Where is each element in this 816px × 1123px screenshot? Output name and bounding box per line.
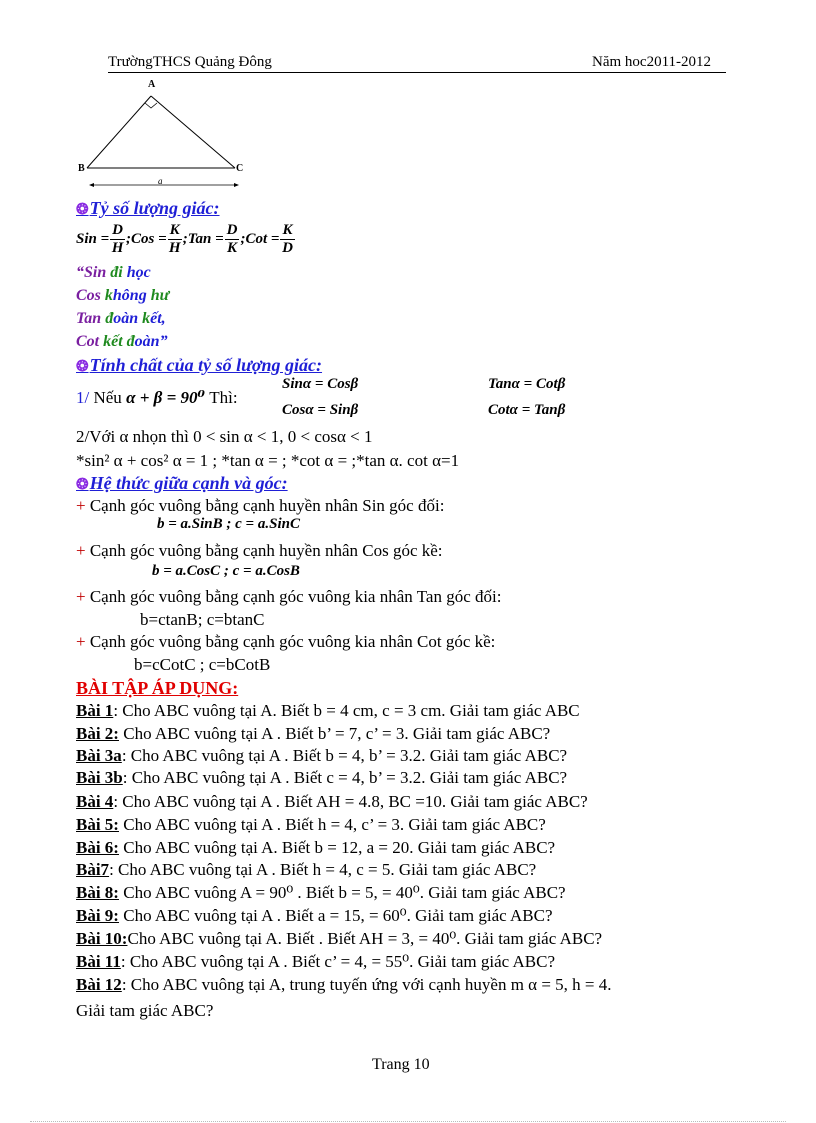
- relation-4-formula: b=cCotC ; c=bCotB: [134, 655, 271, 674]
- relation-4: [76, 632, 495, 652]
- exercise-label: Bài 9:: [76, 906, 119, 925]
- plus-icon: +: [76, 632, 86, 651]
- relations-title-text: Hệ thức giữa cạnh và góc:: [89, 473, 288, 493]
- sin-num: D: [112, 222, 124, 238]
- relation-3-formula: b=ctanB; c=btanC: [140, 610, 265, 629]
- relation-2-text: Cạnh góc vuông bằng cạnh huyền nhân Cos góc kề:: [85, 541, 443, 560]
- formula-tan-cot: Tanα = Cotβ: [488, 376, 566, 392]
- cos-den: H: [168, 240, 181, 256]
- relation-3: [76, 587, 501, 607]
- bullet-icon: ❂: [76, 359, 89, 375]
- exercise-10: [76, 929, 602, 949]
- ratios-title-text: Tỷ số lượng giác:: [89, 198, 220, 218]
- plus-icon: +: [76, 587, 86, 606]
- sin-den: H: [111, 240, 124, 256]
- header-year: Năm hoc2011-2012: [592, 54, 712, 70]
- section-relations-title: [76, 473, 288, 494]
- exercise-11: [76, 952, 555, 972]
- ratio-formulas: Sin = $\frac{D}{H}$ ;Cos = $\frac{K}{H}$ ;Tan = $\frac{D}{K}$ ;Cot = $\frac{K}{D}$: [76, 222, 293, 256]
- mn-1a: “Sin: [76, 264, 111, 281]
- mn-3e: ết,: [150, 310, 166, 327]
- exercise-8: [76, 883, 566, 903]
- exercise-text: : Cho ABC vuông tại A . Biết b = 4, b’ = 3.2. Giải tam giác ABC?: [121, 746, 568, 765]
- properties-title-text: Tính chất của tỷ số lượng giác:: [89, 355, 323, 375]
- exercise-label: Bài 11: [76, 952, 121, 971]
- exercise-5: [76, 815, 546, 835]
- vertex-c-label: C: [236, 163, 244, 174]
- sin-label: Sin: [76, 230, 97, 247]
- exercises-heading: BÀI TẬP ÁP DỤNG:: [76, 678, 239, 698]
- exercise-text: : Cho ABC vuông tại A. Biết b = 4 cm, c = 3 cm. Giải tam giác ABC: [113, 701, 580, 720]
- mn-2b: k: [104, 287, 113, 304]
- arrow-right-head: [234, 183, 239, 187]
- exercise-text: : Cho ABC vuông tại A . Biết c’ = 4, = 55⁰. Giải tam giác ABC?: [120, 952, 555, 971]
- exercise-4: [76, 792, 588, 812]
- section-properties-title: [76, 355, 322, 376]
- exercise-9: [76, 906, 552, 926]
- property-2: 2/Với α nhọn thì 0 < sin α < 1, 0 < cosα < 1: [76, 427, 373, 446]
- mn-3c: oàn: [113, 310, 143, 327]
- exercise-text: Cho ABC vuông A = 90⁰ . Biết b = 5, = 40⁰. Giải tam giác ABC?: [118, 883, 566, 902]
- exercise-label: Bài 10:: [76, 929, 128, 948]
- arrow-left-head: [89, 183, 94, 187]
- exercise-label: Bài 5:: [76, 815, 119, 834]
- exercise-label: Bài 8:: [76, 883, 119, 902]
- mnemonic-line-4: [76, 333, 168, 351]
- exercise-7: [76, 860, 536, 880]
- exercise-2: [76, 724, 550, 744]
- bullet-icon: ❂: [76, 477, 89, 493]
- relation-1-text: Cạnh góc vuông bằng cạnh huyền nhân Sin góc đối:: [85, 496, 445, 515]
- cot-den: D: [282, 240, 293, 256]
- mn-4d: oàn”: [134, 333, 168, 350]
- page-number: Trang 10: [372, 1056, 430, 1073]
- exercise-label: Bài 2:: [76, 724, 119, 743]
- side-ab: [87, 96, 151, 168]
- exercise-text: Cho ABC vuông tại A. Biết . Biết AH = 3, = 40⁰. Giải tam giác ABC?: [127, 929, 603, 948]
- mnemonic-line-2: [76, 287, 169, 305]
- cos-num: K: [169, 222, 180, 238]
- exercise-text: Cho ABC vuông tại A . Biết a = 15, = 60⁰. Giải tam giác ABC?: [118, 906, 553, 925]
- cot-fraction: [280, 222, 294, 257]
- exercise-12: [76, 975, 612, 995]
- property-3: *sin² α + cos² α = 1 ; *tan α = ; *cot α = ;*tan α. cot α=1: [76, 451, 460, 470]
- relation-2: [76, 541, 443, 561]
- mn-3b: đ: [105, 310, 114, 327]
- header-rule: [108, 72, 726, 73]
- exercise-1: [76, 701, 580, 721]
- exercise-text: : Cho ABC vuông tại A . Biết AH = 4.8, BC =10. Giải tam giác ABC?: [113, 792, 588, 811]
- mn-4b: kết: [103, 333, 127, 350]
- vertex-a-label: A: [148, 79, 156, 90]
- tan-num: D: [226, 222, 238, 238]
- mn-2a: Cos: [76, 287, 105, 304]
- mn-3d: k: [142, 310, 151, 327]
- right-angle-mark: [145, 103, 157, 108]
- p1-prefix: 1/: [76, 388, 94, 407]
- right-triangle-diagram: [75, 76, 255, 194]
- formula-cos-sin: Cosα = Sinβ: [282, 402, 359, 418]
- mn-1c: học: [126, 264, 151, 281]
- side-a-label: a: [158, 176, 163, 186]
- exercise-label: Bài 3a: [76, 746, 122, 765]
- exercise-label: Bài 6:: [76, 838, 119, 857]
- mn-3a: Tan: [76, 310, 106, 327]
- exercise-label: Bài 1: [76, 701, 114, 720]
- plus-icon: +: [76, 496, 86, 515]
- exercise-label: Bài7: [76, 860, 110, 879]
- relation-3-text: Cạnh góc vuông bằng cạnh góc vuông kia nhân Tan góc đối:: [85, 587, 502, 606]
- header-school: TrườngTHCS Quảng Đông: [108, 54, 272, 70]
- exercise-label: Bài 3b: [76, 768, 123, 787]
- tan-label: Tan: [187, 230, 212, 247]
- relation-1: [76, 496, 444, 516]
- exercise-label: Bài 12: [76, 975, 122, 994]
- p1-then: Thì:: [205, 388, 238, 407]
- p1-text: Nếu: [93, 388, 127, 407]
- exercise-text: : Cho ABC vuông tại A, trung tuyến ứng với cạnh huyền m α = 5, h = 4.: [121, 975, 612, 994]
- mn-1b: đi: [110, 264, 127, 281]
- cos-fraction: [168, 222, 182, 257]
- relation-4-text: Cạnh góc vuông bằng cạnh góc vuông kia nhân Cot góc kề:: [85, 632, 496, 651]
- cos-label: Cos: [131, 230, 155, 247]
- formula-sin-cos: Sinα = Cosβ: [282, 376, 359, 392]
- bullet-icon: ❂: [76, 202, 89, 218]
- relation-2-formula: b = a.CosC ; c = a.CosB: [152, 563, 300, 579]
- mn-4a: Cot: [76, 333, 104, 350]
- tan-fraction: [225, 222, 240, 257]
- plus-icon: +: [76, 541, 86, 560]
- exercise-text: Cho ABC vuông tại A. Biết b = 12, a = 20. Giải tam giác ABC?: [118, 838, 556, 857]
- vertex-b-label: B: [78, 163, 85, 174]
- section-ratios-title: [76, 198, 220, 219]
- mn-2c: hông: [112, 287, 151, 304]
- exercise-text: : Cho ABC vuông tại A . Biết h = 4, c = 5. Giải tam giác ABC?: [109, 860, 537, 879]
- exercise-text: Cho ABC vuông tại A . Biết b’ = 7, c’ = 3. Giải tam giác ABC?: [118, 724, 551, 743]
- exercise-3a: [76, 746, 567, 766]
- tan-den: K: [227, 240, 238, 256]
- cot-num: K: [282, 222, 293, 238]
- sin-fraction: [110, 222, 125, 257]
- p1-condition: α + β = 90⁰: [126, 388, 205, 407]
- property-1: [76, 388, 238, 408]
- exercise-12-continued: Giải tam giác ABC?: [76, 1001, 214, 1020]
- page-bottom-border: [30, 1121, 786, 1122]
- side-ac: [151, 96, 235, 168]
- cot-label: Cot: [245, 230, 268, 247]
- exercise-label: Bài 4: [76, 792, 114, 811]
- exercise-text: : Cho ABC vuông tại A . Biết c = 4, b’ = 3.2. Giải tam giác ABC?: [122, 768, 568, 787]
- exercise-text: Cho ABC vuông tại A . Biết h = 4, c’ = 3. Giải tam giác ABC?: [118, 815, 546, 834]
- mn-2d: hư: [150, 287, 170, 304]
- mnemonic-line-3: [76, 310, 166, 328]
- relation-1-formula: b = a.SinB ; c = a.SinC: [157, 516, 300, 532]
- mn-4c: đ: [126, 333, 135, 350]
- exercise-6: [76, 838, 555, 858]
- formula-cot-tan: Cotα = Tanβ: [488, 402, 566, 418]
- exercise-3b: [76, 768, 567, 788]
- mnemonic-line-1: [76, 264, 151, 282]
